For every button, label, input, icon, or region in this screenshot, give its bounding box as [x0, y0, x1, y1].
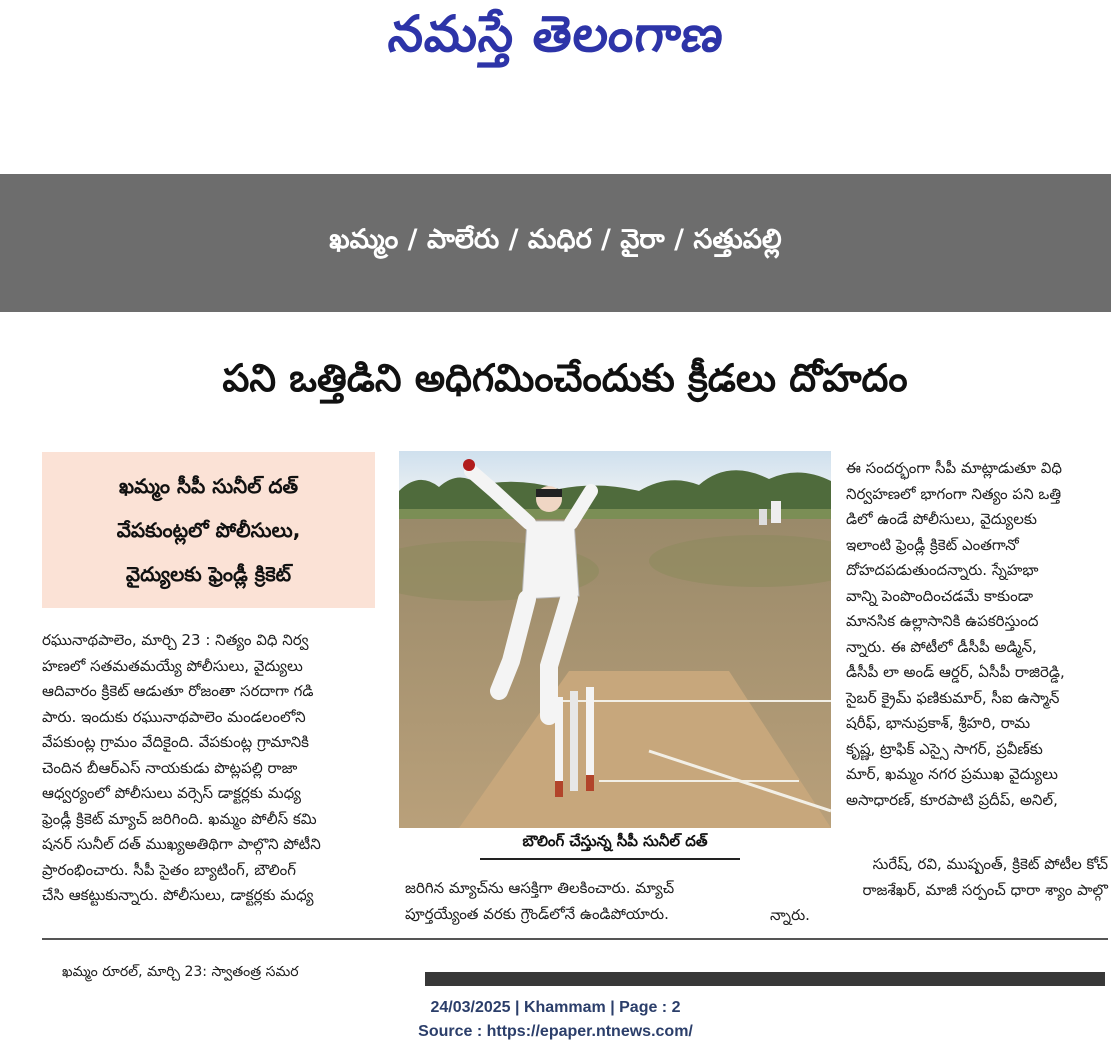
- next-article-snippet: [62, 960, 392, 986]
- body-line: హణలో సతమతమయ్యే పోలీసులు, వైద్యులు: [42, 656, 303, 675]
- masthead-title: నమస్తే తెలంగాణ: [385, 4, 728, 63]
- closing-lines: [770, 852, 1108, 929]
- body-line: రఘునాథపాలెం, మార్చి 23 : నిత్యం విధి నిర్వ: [42, 631, 309, 649]
- body-line: చెందిన బీఆర్ఎస్ నాయకుడు పొట్లపల్లి రాజా: [42, 758, 298, 777]
- photo-caption: బౌలింగ్ చేస్తున్న సీపీ సునీల్ దత్: [522, 832, 708, 850]
- subhead-line: ఖమ్మం సీపీ సునీల్ దత్: [118, 474, 299, 498]
- body-line: అసాధారణ్, కూరపాటి ప్రదీప్, అనిల్,: [846, 790, 1058, 809]
- body-line: షనర్ సునీల్ దత్ ముఖ్యఅతిథిగా పాల్గొని పోటీని: [42, 835, 321, 853]
- body-line: షరీఫ్, భానుప్రకాశ్, శ్రీహరి, రామ: [846, 714, 1031, 732]
- body-line: న్నారు.: [770, 906, 810, 924]
- body-line: ఖమ్మం రూరల్, మార్చి 23: స్వాతంత్ర సమర: [62, 964, 299, 980]
- body-line: పారు. ఇందుకు రఘునాథపాలెం మండలంలోని: [42, 707, 306, 726]
- crop-mask: [0, 986, 1111, 994]
- body-line: రాజశేఖర్, మాజీ సర్పంచ్ ధారా శ్యాం పాల్గొ: [862, 880, 1108, 899]
- body-line: వేపకుంట్ల గ్రామం వేదికైంది. వేపకుంట్ల గ్రామానికి: [42, 733, 309, 751]
- footer-edition-info: 24/03/2025 | Khammam | Page : 2: [430, 999, 681, 1016]
- subhead-line: వేపకుంట్లలో పోలీసులు,: [116, 518, 301, 542]
- section-divider: [42, 938, 1108, 940]
- right-column: [846, 456, 1108, 813]
- body-line: డిలో ఉండే పోలీసులు, వైద్యులకు: [846, 510, 1037, 528]
- body-line: ఆధ్వర్యంలో పోలీసులు వర్సెస్ డాక్టర్లకు మధ్య: [42, 784, 301, 802]
- body-line: ఫ్రెండ్లీ క్రికెట్ మ్యాచ్ జరిగింది. ఖమ్మం పోలీస్ కమి: [42, 809, 317, 828]
- body-line: ఈ సందర్భంగా సీపీ మాట్లాడుతూ విధి: [846, 459, 1063, 477]
- body-line: డీసీపీ లా అండ్ ఆర్డర్, ఏసీపీ రాజిరెడ్డి,: [846, 663, 1065, 681]
- body-line: సురేష్, రవి, ముష్పంత్, క్రికెట్ పోటీల కోచ్: [872, 855, 1108, 873]
- body-line: నిర్వహణలో భాగంగా నిత్యం పని ఒత్తి: [846, 484, 1062, 503]
- body-line: న్నారు. ఈ పోటీలో డీసీపీ అడ్మిన్,: [846, 637, 1037, 656]
- page-footer: [0, 996, 1111, 1044]
- body-line: దోహదపడుతుందన్నారు. స్నేహభా: [846, 561, 1039, 579]
- edition-band: [0, 174, 1111, 312]
- body-line: పూర్తయ్యేంత వరకు గ్రౌండ్‌లోనే ఉండిపోయారు.: [405, 904, 669, 923]
- footer-source: Source : https://epaper.ntnews.com/: [418, 1023, 693, 1040]
- middle-column: [405, 876, 750, 927]
- body-line: జరిగిన మ్యాచ్‌ను ఆసక్తిగా తిలకించారు. మ్యాచ్: [405, 879, 675, 897]
- article-photo: [399, 451, 831, 828]
- body-line: వాన్ని పెంపొందించడమే కాకుండా: [846, 586, 1034, 605]
- body-line: మానసిక ఉల్లాసానికి ఉపకరిస్తుంద: [846, 612, 1039, 630]
- cricket-bowler-photo: [399, 451, 831, 828]
- body-line: చేసి ఆకట్టుకున్నారు. పోలీసులు, డాక్టర్లకు మధ్య: [42, 886, 314, 904]
- caption-underline: [480, 858, 740, 860]
- edition-list: ఖమ్మం / పాలేరు / మధిర / వైరా / సత్తుపల్లి: [329, 224, 782, 255]
- subhead-line: వైద్యులకు ఫ్రెండ్లీ క్రికెట్: [125, 562, 292, 586]
- left-column: [42, 628, 377, 909]
- body-line: ఇలాంటి ఫ్రెండ్లీ క్రికెట్ ఎంతగానో: [846, 535, 1019, 554]
- body-line: ఆదివారం క్రికెట్ ఆడుతూ రోజంతా సరదాగా గడి: [42, 682, 314, 700]
- body-line: కృష్ణ, ట్రాఫిక్ ఎస్సై సాగర్, ప్రవీణ్‌కు: [846, 739, 1043, 758]
- body-line: ప్రారంభించారు. సీపీ సైతం బ్యాటింగ్, బౌలింగ్: [42, 860, 296, 879]
- stumps: [555, 687, 594, 797]
- cropped-headline-fragment: [425, 962, 1105, 988]
- masthead: [0, 0, 1111, 80]
- body-line: మార్, ఖమ్మం నగర ప్రముఖ వైద్యులు: [846, 765, 1058, 783]
- body-line: సైబర్ క్రైమ్ ఫణికుమార్, సీఐ ఉస్మాన్: [846, 688, 1060, 707]
- subhead-box: [42, 452, 375, 608]
- article-headline: పని ఒత్తిడిని అధిగమించేందుకు క్రీడలు దోహదం: [222, 356, 908, 400]
